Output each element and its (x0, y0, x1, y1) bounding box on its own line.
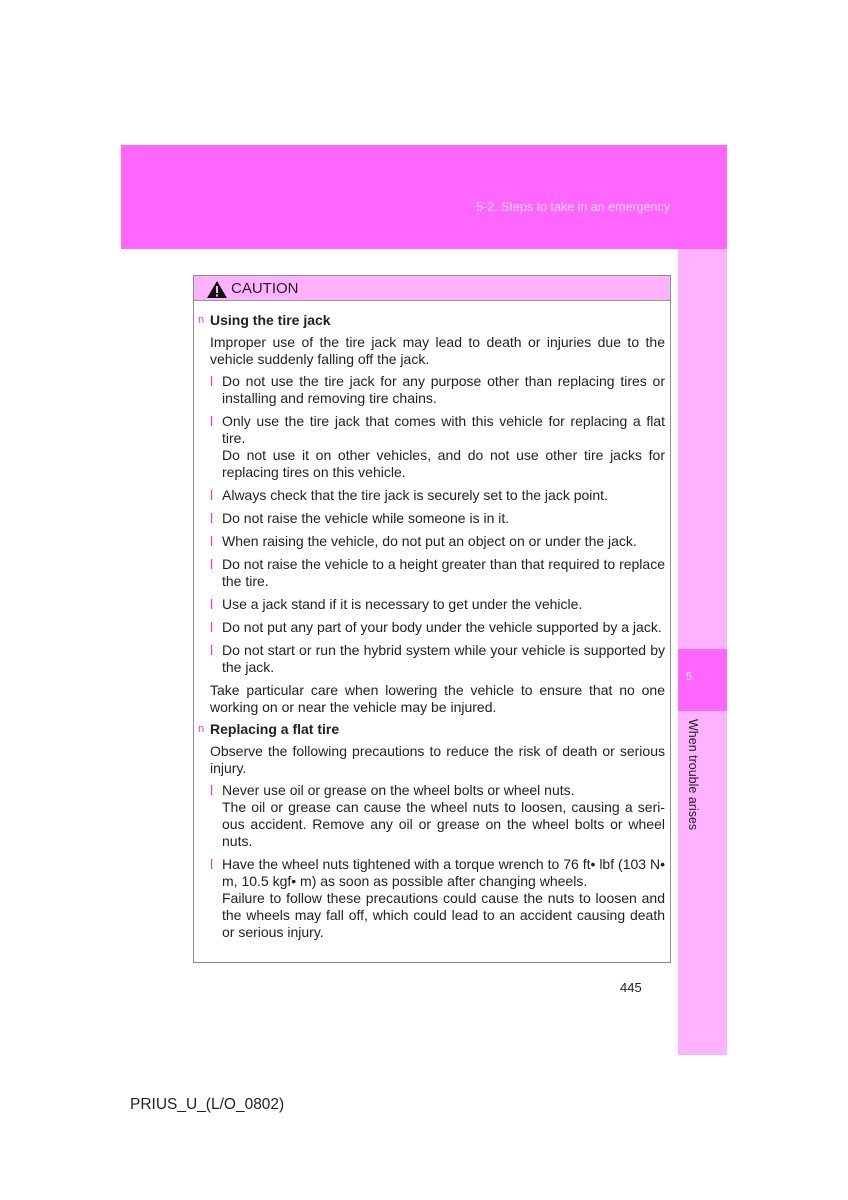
chapter-number-tab (678, 649, 727, 711)
section-heading-text: Replacing a flat tire (210, 721, 340, 737)
bullet-marker: l (210, 556, 214, 572)
section-intro: Improper use of the tire jack may lead to death or injuries due to the vehicle suddenly falling off the jack. (210, 334, 665, 367)
chapter-title: When trouble arises (686, 719, 700, 831)
bullet-item (210, 510, 665, 527)
section-heading (194, 312, 670, 329)
bullet-text: Use a jack stand if it is necessary to get under the vehicle. (222, 596, 583, 612)
bullet-text: Failure to follow these precautions could cause the nuts to loosen and the wheels may fall off, which could lead to an accident causing death or serious injury. (222, 890, 665, 940)
bullet-item (210, 856, 665, 941)
bullet-marker: l (210, 642, 214, 658)
chapter-number: 5 (686, 671, 693, 683)
bullet-text: Always check that the tire jack is securely set to the jack point. (222, 487, 608, 503)
header-band (121, 145, 727, 249)
chapter-title-tab (682, 719, 702, 849)
section-marker: n (198, 314, 205, 326)
warning-triangle-icon (206, 280, 228, 299)
bullet-item (210, 619, 665, 636)
section-marker: n (198, 723, 205, 735)
bullet-text: Have the wheel nuts tightened with a torque wrench to 76 ft• lbf (103 N• m, 10.5 kgf• m) as soon as possible after changing wheels. (222, 856, 665, 889)
caution-title: CAUTION (231, 280, 299, 297)
bullet-marker: l (210, 533, 214, 549)
bullet-text: Do not raise the vehicle while someone is in it. (222, 510, 510, 526)
caution-content (194, 312, 670, 947)
chapter-side-tab (678, 249, 727, 1055)
bullet-text: Do not raise the vehicle to a height greater than that required to replace the tire. (222, 556, 665, 589)
caution-header (194, 276, 670, 301)
bullet-text: Only use the tire jack that comes with this vehicle for replacing a flat tire. (222, 413, 665, 446)
bullet-item (210, 782, 665, 850)
bullet-marker: l (210, 413, 214, 429)
section-label: 5-2. Steps to take in an emergency (476, 200, 670, 214)
bullet-text: Do not use it on other vehicles, and do not use other tire jacks for replacing tires on this vehicle. (222, 447, 665, 480)
bullet-marker: l (210, 856, 214, 872)
bullet-marker: l (210, 619, 214, 635)
bullet-marker: l (210, 373, 214, 389)
bullet-item (210, 556, 665, 590)
bullet-text: The oil or grease can cause the wheel nuts to loosen, causing a seri-ous accident. Remove any oil or grease on the wheel bolts or wheel nuts. (222, 799, 665, 849)
bullet-text: Do not put any part of your body under the vehicle supported by a jack. (222, 619, 662, 635)
section-intro: Observe the following precautions to reduce the risk of death or serious injury. (210, 743, 665, 776)
bullet-text: When raising the vehicle, do not put an object on or under the jack. (222, 533, 637, 549)
bullet-marker: l (210, 487, 214, 503)
bullet-text: Never use oil or grease on the wheel bolts or wheel nuts. (222, 782, 575, 798)
caution-box (193, 275, 671, 963)
bullet-item (210, 487, 665, 504)
bullet-item (210, 533, 665, 550)
document-code: PRIUS_U_(L/O_0802) (130, 1096, 285, 1113)
bullet-item (210, 413, 665, 481)
bullet-marker: l (210, 596, 214, 612)
bullet-marker: l (210, 510, 214, 526)
page-number: 445 (620, 980, 642, 995)
section-outro: Take particular care when lowering the vehicle to ensure that no one working on or near the vehicle may be injured. (210, 682, 665, 715)
bullet-text: Do not use the tire jack for any purpose other than replacing tires or installing and removing tire chains. (222, 373, 665, 406)
section-heading-text: Using the tire jack (210, 312, 331, 328)
bullet-item (210, 596, 665, 613)
section-heading (194, 721, 670, 738)
bullet-marker: l (210, 782, 214, 798)
bullet-item (210, 373, 665, 407)
bullet-item (210, 642, 665, 676)
bullet-text: Do not start or run the hybrid system while your vehicle is supported by the jack. (222, 642, 665, 675)
